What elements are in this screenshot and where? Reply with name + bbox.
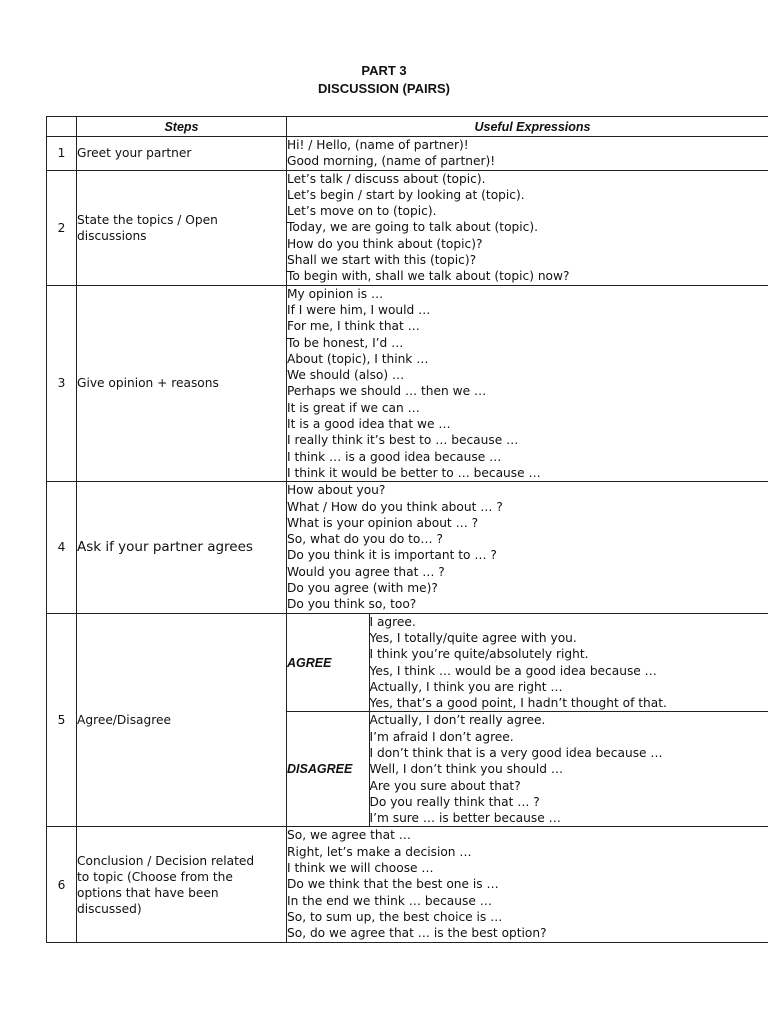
expression-list [287,482,768,613]
expression-line: I’m sure … is better because … [369,811,561,826]
expressions-table [46,116,768,943]
agree-expression-list [369,614,768,712]
disagree-row [287,712,768,827]
expression-line: How about you? [287,483,386,498]
agree-disagree-table [287,614,768,827]
expression-line: Perhaps we should … then we … [287,384,487,399]
expression-line: So, what do you do to… ? [287,532,443,547]
expression-line: What is your opinion about … ? [287,515,479,530]
step-label: Give opinion + reasons [77,285,287,482]
expression-line: I really think it’s best to … because … [287,433,519,448]
expression-line: For me, I think that … [287,319,420,334]
page-title: PART 3 [361,63,407,78]
expression-line: Right, let’s make a decision … [287,844,472,859]
expression-line: I don’t think that is a very good idea because … [369,745,663,760]
agree-disagree-cell [287,613,768,827]
expression-line: Hi! / Hello, (name of partner)! [287,138,469,152]
expression-line: To begin with, shall we talk about (topic) now? [287,269,570,284]
expression-line: I agree. [369,614,416,629]
step-label: Greet your partner [77,137,287,171]
expression-line: To be honest, I’d … [287,335,404,350]
expression-line: What / How do you think about … ? [287,499,503,514]
header-number [47,117,77,137]
expression-list [287,137,768,171]
expression-line: Yes, I totally/quite agree with you. [369,630,577,645]
expression-list [287,170,768,285]
expression-line: Actually, I think you are right … [369,679,563,694]
expression-line: Let’s talk / discuss about (topic). [287,171,486,186]
agree-row [287,614,768,712]
expression-list [287,285,768,482]
step-label: Conclusion / Decision related to topic (Choose from the options that have been discussed) [77,827,287,942]
expression-line: It is a good idea that we … [287,417,451,432]
expression-line: We should (also) … [287,368,405,383]
expression-list [287,827,768,942]
expression-line: It is great if we can … [287,400,420,415]
expression-line: Actually, I don’t really agree. [369,713,546,728]
step-label: State the topics / Open discussions [77,170,287,285]
expression-line: I think it would be better to … because … [287,465,541,480]
expression-line: Do you really think that … ? [369,794,540,809]
step-number: 4 [47,482,77,613]
expression-line: So, do we agree that … is the best option? [287,926,547,941]
expression-line: In the end we think … because … [287,893,492,908]
expression-line: Yes, I think … would be a good idea because … [369,663,657,678]
table-row [47,170,768,285]
expression-line: I think you’re quite/absolutely right. [369,647,589,662]
expression-line: Shall we start with this (topic)? [287,253,477,268]
expression-line: Would you agree that … ? [287,564,445,579]
expression-line: So, we agree that … [287,828,411,843]
table-row [47,613,768,827]
header-steps: Steps [77,117,287,137]
expression-line: If I were him, I would … [287,302,431,317]
page-subtitle: DISCUSSION (PAIRS) [318,81,450,96]
expression-line: Do you think it is important to … ? [287,548,497,563]
table-header-row [47,117,768,137]
step-number: 2 [47,170,77,285]
step-label: Agree/Disagree [77,613,287,827]
expression-line: I’m afraid I don’t agree. [369,729,514,744]
expression-line: Good morning, (name of partner)! [287,154,496,169]
expression-line: How do you think about (topic)? [287,236,483,251]
expression-line: So, to sum up, the best choice is … [287,909,503,924]
expression-line: Let’s begin / start by looking at (topic). [287,187,525,202]
disagree-label: DISAGREE [287,712,369,827]
table-row [47,827,768,942]
table-row [47,482,768,613]
step-number: 6 [47,827,77,942]
table-row [47,137,768,171]
step-label: Ask if your partner agrees [77,482,287,613]
agree-label: AGREE [287,614,369,712]
step-number: 1 [47,137,77,171]
expression-line: Do you think so, too? [287,597,417,612]
expression-line: Let’s move on to (topic). [287,204,437,219]
expression-line: I think we will choose … [287,861,434,876]
expression-line: Do you agree (with me)? [287,581,438,596]
disagree-expression-list [369,712,768,827]
expression-line: My opinion is … [287,286,384,301]
expression-line: Today, we are going to talk about (topic). [287,220,538,235]
table-row [47,285,768,482]
expression-line: Yes, that’s a good point, I hadn’t thought of that. [369,696,667,711]
expression-line: Well, I don’t think you should … [369,762,564,777]
expression-line: Are you sure about that? [369,778,521,793]
expression-line: I think … is a good idea because … [287,449,502,464]
step-number: 5 [47,613,77,827]
header-expressions: Useful Expressions [287,117,768,137]
step-number: 3 [47,285,77,482]
expression-line: Do we think that the best one is … [287,877,499,892]
expression-line: About (topic), I think … [287,351,429,366]
